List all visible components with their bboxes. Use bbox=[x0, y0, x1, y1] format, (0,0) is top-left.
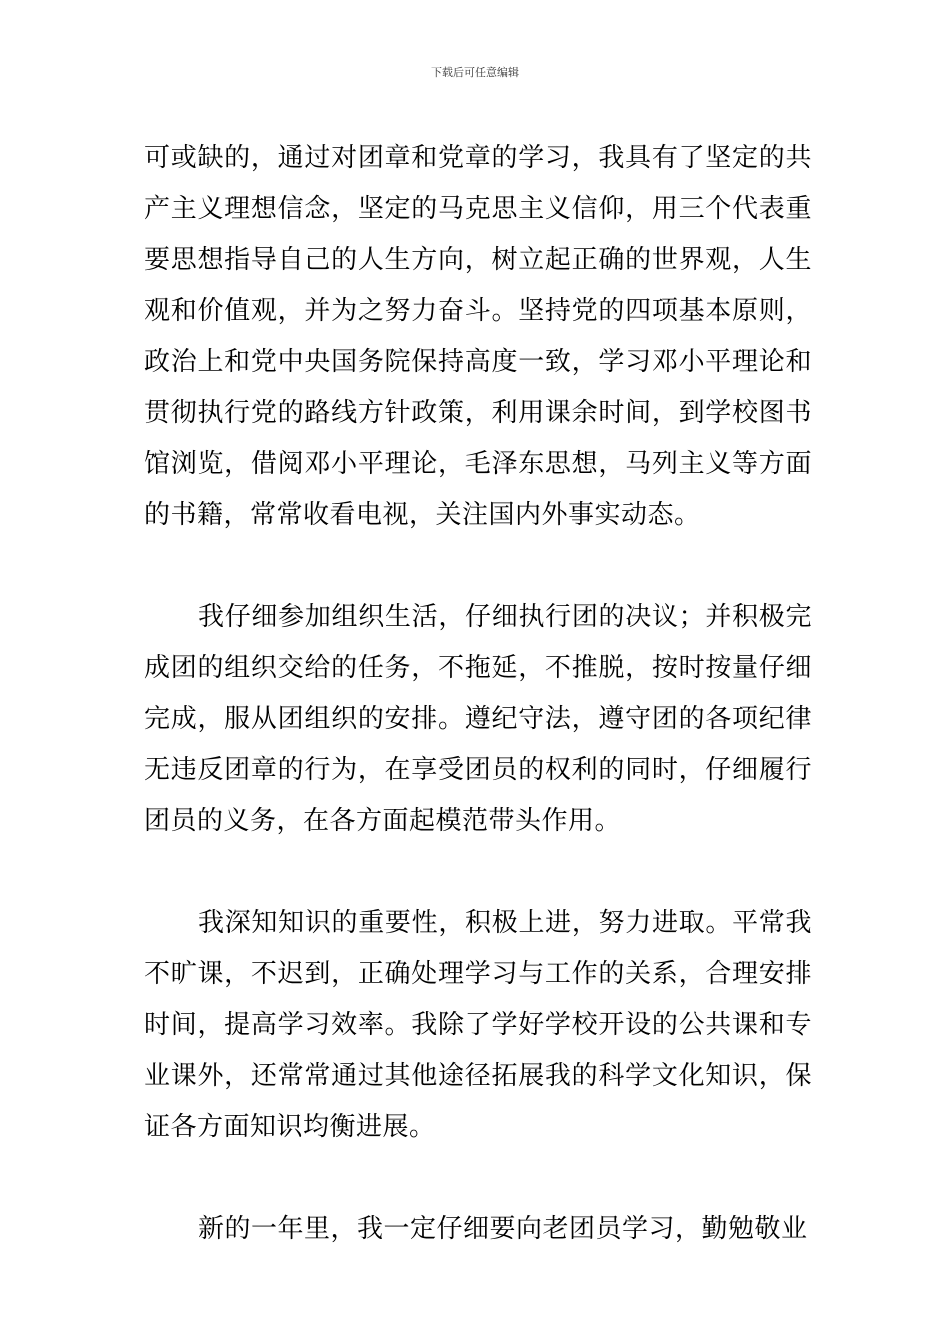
page-header: 下载后可任意编辑 bbox=[431, 66, 519, 79]
paragraph-gap bbox=[144, 541, 812, 592]
paragraph-2: 我仔细参加组织生活，仔细执行团的决议；并积极完成团的组织交给的任务，不拖延，不推脱，按时按量仔细完成，服从团组织的安排。遵纪守法，遵守团的各项纪律无违反团章的行为，在享受团员的权利的同时，仔细履行团员的义务，在各方面起模范带头作用。 bbox=[144, 602, 812, 836]
paragraph-gap bbox=[144, 847, 812, 898]
paragraph-gap bbox=[144, 1153, 812, 1204]
paragraph-3: 我深知知识的重要性，积极上进，努力进取。平常我不旷课，不迟到，正确处理学习与工作的关系，合理安排时间，提高学习效率。我除了学好学校开设的公共课和专业课外，还常常通过其他途径拓展我的科学文化知识，保证各方面知识均衡进展。 bbox=[144, 908, 812, 1142]
paragraph-1: 可或缺的，通过对团章和党章的学习，我具有了坚定的共产主义理想信念，坚定的马克思主义信仰，用三个代表重要思想指导自己的人生方向，树立起正确的世界观，人生观和价值观，并为之努力奋斗。坚持党的四项基本原则，政治上和党中央国务院保持高度一致，学习邓小平理论和贯彻执行党的路线方针政策，利用课余时间，到学校图书馆浏览，借阅邓小平理论，毛泽东思想，马列主义等方面的书籍，常常收看电视，关注国内外事实动态。 bbox=[144, 143, 812, 530]
document-body bbox=[144, 133, 812, 1255]
paragraph-4: 新的一年里，我一定仔细要向老团员学习，勤勉敬业 bbox=[198, 1214, 808, 1244]
